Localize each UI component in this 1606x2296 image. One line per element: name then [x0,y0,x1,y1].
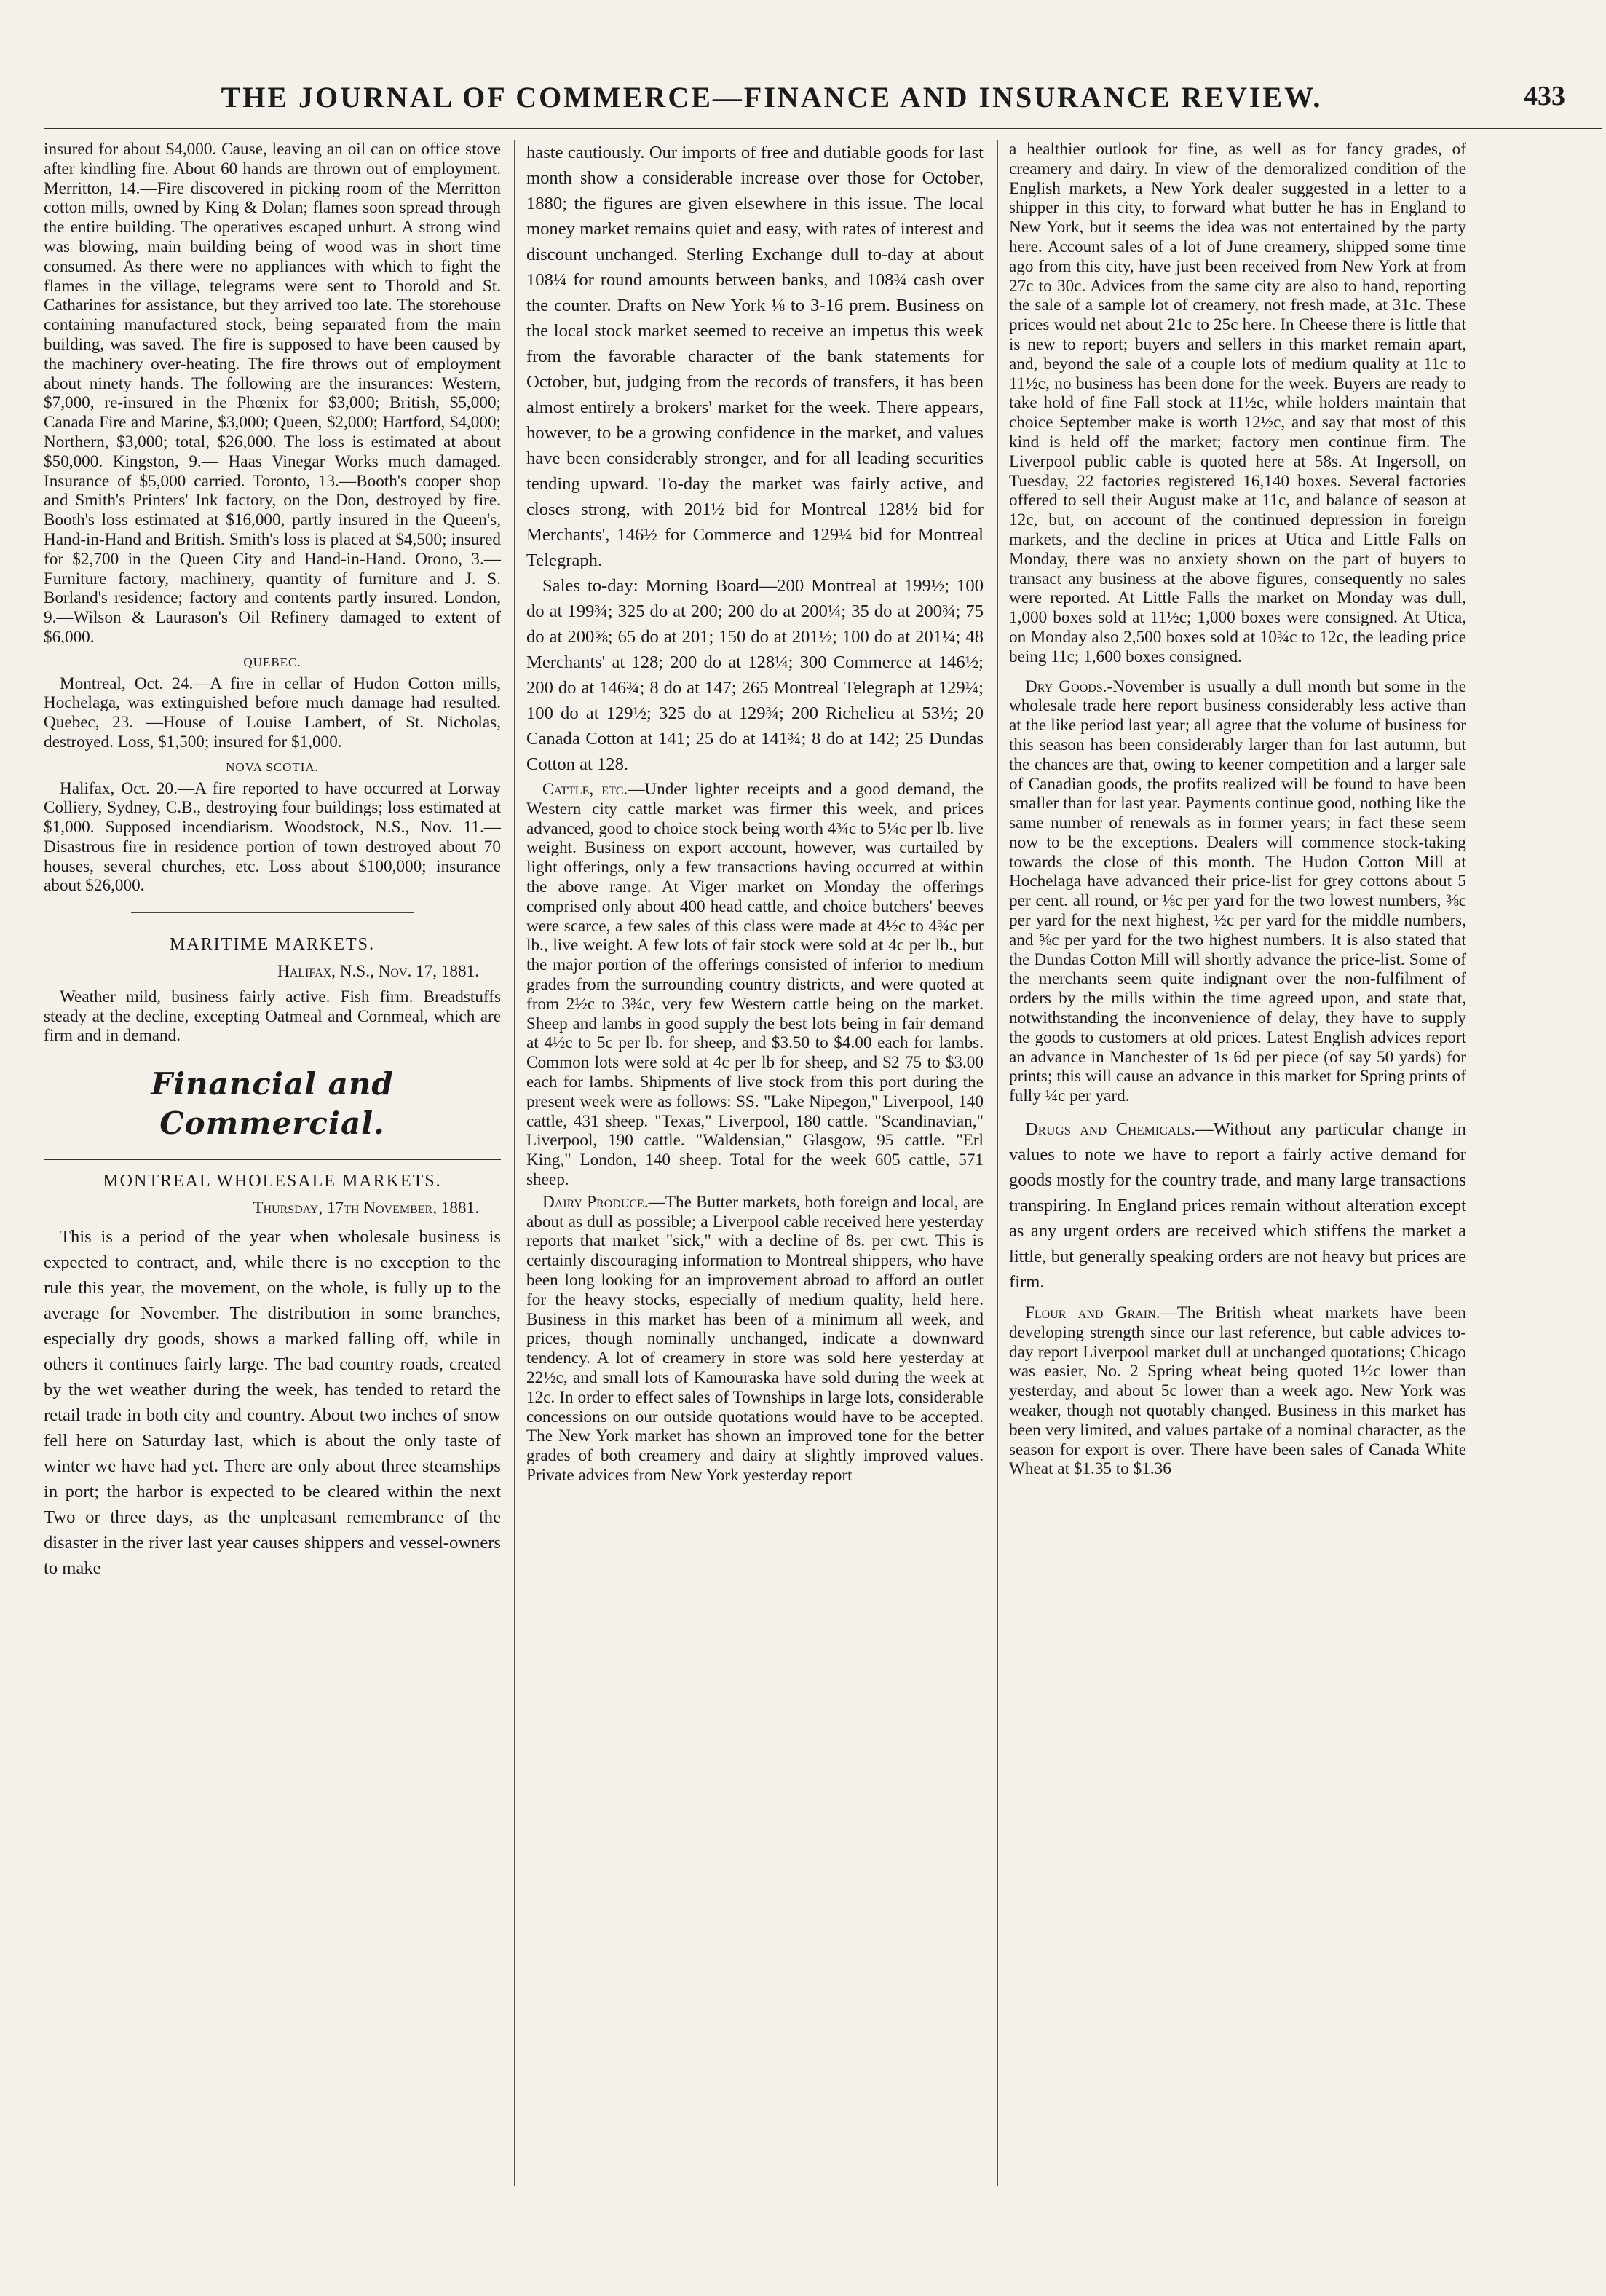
quebec-paragraph: Montreal, Oct. 24.—A fire in cellar of Hudon Cotton mills, Hochelaga, was extinguished before much damage had resulted. Quebec, 23. —House of Louise Lambert, of St. Nicholas, destroyed. Loss, $1,500; insured for $1,000. [44,674,501,751]
dry-goods-text: -November is usually a dull month but some in the wholesale trade here report business considerably less active than at the like period last year; all agree that the volume of business for this season has been considerably larger than for last autumn, but the chances are that, owing to keener competition and a larger sale of Canadian goods, the profits realized will be found to have been smaller than for last year. Payments continue good, nothing like the same number of renewals as in former years; in fact these seem now to be the exceptions. Dealers will commence stock-taking towards the close of this month. The Hudon Cotton Mill at Hochelaga have advanced their price-list for grey cottons about 5 per cent. all round, or ⅛c per yard for the two lowest numbers, ⅜c per yard for the next highest, ½c per yard for the middle numbers, and ⅝c per yard for the two highest numbers. It is also stated that the Dundas Cotton Mill will shortly advance the price-list. Some of the merchants seem quite indignant over the non-fulfilment of orders by the mills within the time agreed upon, and state that, notwithstanding the inconvenience of delay, they have to supply the goods to customers at old prices. Latest English advices report an advance in Manchester of 1s 6d per piece (of say 50 yards) for prints; this will cause an advance in this market for Spring prints of fully ¼c per yard. [1009,676,1466,1106]
dairy-lead: Dairy Produce. [542,1192,649,1212]
dry-goods-lead: Dry Goods. [1025,676,1107,696]
maritime-paragraph: Weather mild, business fairly active. Fish firm. Breadstuffs steady at the decline, excepting Oatmeal and Cornmeal, which are firm and in demand. [44,987,501,1046]
column-rule-left [514,140,515,2186]
wholesale-markets-heading: MONTREAL WHOLESALE MARKETS. [103,1172,442,1191]
title-rule [44,1159,501,1161]
financial-commercial-title: Financial and Commercial. [151,1066,394,1142]
dairy-continued-paragraph: a healthier outlook for fine, as well as for fancy grades, of creamery and dairy. In view of the demoralized condition of the English markets, a New York dealer suggested in a letter to a shipper in this city, to forward what butter he has in England to New York, but it seems the idea was not entertained by the party here. Account sales of a lot of June creamery, shipped some time ago from this city, have just been received from New York at from 27c to 30c. Advices from the same city are also to hand, reporting the sale of a sample lot of creamery, not fresh made, at 31c. These prices would net about 21c to 25c here. In Cheese there is little that is new to report; buyers and sellers in this market remain apart, and, beyond the sale of a couple lots of medium quality at 11c to 11½c, no business has been done for the week. Buyers are ready to take hold of fine Fall stock at 11½c, while holders maintain that choice September make is worth 12½c, and say that most of this kind is held off the market; factory men continue firm. The Liverpool public cable is quoted here at 58s. At Ingersoll, on Tuesday, 22 factories registered 16,140 boxes. Several factories offered to sell their August make at 11c, and balance of season at 12c, but, on account of the continued depression in foreign markets, and the decline in prices at Utica and Little Falls on Monday, there was no anxiety shown on the part of buyers to transact any business at the above figures, consequently no sales were reported. At Little Falls the market on Monday was dull, 1,000 boxes sold at 11½c; 1,000 boxes were consigned. At Utica, on Monday also 2,500 boxes sold at 10¾c to 12c, the leading price being 11c; 1,600 boxes consigned. [1009,140,1466,666]
cattle-lead: Cattle, etc. [542,780,628,799]
flour-grain-lead: Flour and Grain. [1025,1303,1160,1323]
column-2 [526,140,984,1486]
money-market-paragraph: haste cautiously. Our imports of free and dutiable goods for last month show a considerable increase over those for October, 1880; the figures are given elsewhere in this issue. The local money market remains quiet and easy, with rates of interest and discount unchanged. Sterling Exchange dull to-day at about 108¼ for round amounts between banks, and 108¾ cash over the counter. Drafts on New York ⅛ to 3-16 prem. Business on the local stock market seemed to receive an impetus this week from the favorable character of the bank statements for October, but, judging from the records of transfers, it has been almost entirely a brokers' market for the week. There appears, however, to be a growing confidence in the market, and values have been considerably stronger, and for all leading securities tending upward. To-day the market was fairly active, and closes strong, with 201½ bid for Montreal 128½ bid for Merchants', 146½ for Commerce and 129¼ bid for Montreal Telegraph. [526,143,984,570]
maritime-markets-heading: MARITIME MARKETS. [169,935,375,955]
running-head: THE JOURNAL OF COMMERCE—FINANCE AND INSURANCE REVIEW. [221,81,1323,114]
header-rule [44,128,1602,130]
column-rule-right [997,140,998,2186]
flour-grain-text: —The British wheat markets have been developing strength since our last reference, but cable advices to-day report Liverpool market dull at unchanged quotations; Chicago was easier, No. 2 Spring wheat being quoted 1½c lower than yesterday, and about 5c lower than a week ago. New York was weaker, though not quotably changed. Business in this market has been very limited, and values partake of a nominal character, as the season for export is over. There have been sales of Canada White Wheat at $1.35 to $1.36 [1009,1303,1466,1479]
column-1 [44,140,501,1581]
journal-page [44,80,1602,2257]
section-divider [131,912,414,913]
quebec-subhead: QUEBEC. [243,655,301,669]
flour-grain-paragraph [1009,1303,1466,1479]
dairy-text: —The Butter markets, both foreign and local, are about as dull as possible; a Liverpool cable received here yesterday reports that market "sick," with a decline of 8s. per cwt. This is certainly discouraging information to Montreal shippers, who have been long looking for an improvement abroad to afford an outlet for the heavy stocks, especially of medium quality, held here. Business in this market has been of a minimum all week, and prices, though nominally unchanged, indicate a downward tendency. A lot of creamery in store was sold here yesterday at 22½c, and small lots of Kamouraska have sold during the week at 12c. In order to effect sales of Townships in large lots, considerable concessions on our outside quotations would have to be accepted. The New York market has shown an improved tone for the better grades of both creamery and dairy at slightly improved values. Private advices from New York yesterday report [526,1192,984,1485]
column-3 [1009,140,1466,1479]
nova-scotia-paragraph: Halifax, Oct. 20.—A fire reported to have occurred at Lorway Colliery, Sydney, C.B., destroying four buildings; loss estimated at $1,000. Supposed incendiarism. Woodstock, N.S., Nov. 11.—Disastrous fire in residence portion of town destroyed about 70 houses, several churches, etc. Loss about $100,000; insurance about $26,000. [44,778,501,896]
page-header [44,80,1602,135]
drugs-paragraph [1009,1116,1466,1295]
dairy-paragraph [526,1193,984,1486]
cattle-text: —Under lighter receipts and a good demand, the Western city cattle market was firmer this week, and prices advanced, good to choice stock being worth 4¾c to 5¼c per lb. live weight. Business on export account, however, was curtailed by light offerings, only a few transactions having occurred at within the above range. At Viger market on Monday the offerings comprised only about 400 head cattle, and choice butchers' beeves were scarce, a few sales of this class were made at 4½c to 4¾c per lb., live weight. A few lots of fair stock were sold at 4c per lb., but the major portion of the offerings consisted of inferior to medium grades from the surrounding country districts, and were quoted at from 2½c to 3¾c, very few Western cattle being on the market. Sheep and lambs in good supply the best lots being in fair demand at 4½c to 5c per lb. for sheep, and $3.50 to $4.00 each for lambs. Common lots were sold at 4c per lb for sheep, and $2 75 to $3.00 each for lambs. Shipments of live stock from this port during the present week were as follows: SS. "Lake Nipegon," Liverpool, 140 cattle, 431 sheep. "Texas," Liverpool, 180 cattle. "Scandinavian," Liverpool, 190 cattle. "Waldensian," Glasgow, 95 cattle. "Erl King," London, 140 sheep. Total for the week 605 cattle, 571 sheep. [526,780,984,1189]
fire-report-paragraph: insured for about $4,000. Cause, leaving an oil can on office stove after kindling fire. About 60 hands are thrown out of employment. Merritton, 14.—Fire discovered in picking room of the Merritton cotton mills, owned by King & Dolan; flames soon spread through the entire building. The operatives escaped unhurt. A strong wind was blowing, main building being of wood was in short time consumed. As there were no appliances with which to fight the flames in the village, telegrams were sent to Thorold and St. Catharines for assistance, but they arrived too late. The storehouse containing manufactured stock, being separated from the main building, was saved. The fire is supposed to have been caused by the machinery over-heating. The fire throws out of employment about ninety hands. The following are the insurances: Western, $7,000, re-insured in the Phœnix for $3,000; British, $5,000; Canada Fire and Marine, $3,000; Queen, $2,000; Hartford, $4,000; Northern, $3,000; total, $26,000. The loss is estimated at about $50,000. Kingston, 9.— Haas Vinegar Works much damaged. Insurance of $5,000 carried. Toronto, 13.—Booth's cooper shop and Smith's Printers' Ink factory, on the Don, destroyed by fire. Booth's loss estimated at $16,000, partly insured in the Queen's, Hand-in-Hand and British. Smith's loss is placed at $4,500; insured for $2,700 in the Queen City and Hand-in-Hand. Orono, 3.— Furniture factory, machinery, quantity of furniture and J. S. Borland's residence; factory and contents partly insured. London, 9.—Wilson & Laurason's Oil Refinery damaged to extent of $6,000. [44,140,501,647]
drugs-lead: Drugs and Chemicals. [1025,1119,1196,1140]
page-number: 433 [1524,81,1565,111]
maritime-dateline: Halifax, N.S., Nov. 17, 1881. [277,962,479,982]
wholesale-dateline: Thursday, 17th November, 1881. [253,1199,479,1218]
dry-goods-paragraph [1009,677,1466,1107]
cattle-paragraph [526,780,984,1190]
nova-scotia-subhead: NOVA SCOTIA. [226,760,319,774]
wholesale-paragraph: This is a period of the year when wholesale business is expected to contract, and, while there is no exception to the rule this year, the movement, on the whole, is fully up to the average for November. The distribution in some branches, especially dry goods, shows a marked falling off, while in others it continues fairly large. The bad country roads, created by the wet weather during the week, has tended to retard the retail trade in both city and country. About two inches of snow fell here on Saturday last, which is about the only taste of winter we have had yet. There are only about three steamships in port; the harbor is expected to be cleared within the next Two or three days, as the unpleasant remembrance of the disaster in the river last year causes shippers and vessel-owners to make [44,1226,501,1578]
drugs-text: —Without any particular change in values to note we have to report a fairly active demand for goods mostly for the country trade, and many large transactions transpiring. In England prices remain without alteration except as any urgent orders are received which stiffens the market a little, but generally speaking orders are not heavy but prices are firm. [1009,1119,1466,1293]
stock-sales-paragraph: Sales to-day: Morning Board—200 Montreal at 199½; 100 do at 199¾; 325 do at 200; 200 do at 200¼; 35 do at 200¾; 75 do at 200⅝; 65 do at 201; 150 do at 201½; 100 do at 201¼; 48 Merchants' at 128; 200 do at 128¼; 300 Commerce at 146½; 200 do at 146¾; 8 do at 147; 265 Montreal Telegraph at 129¼; 100 do at 129½; 325 do at 129¾; 200 Richelieu at 53½; 20 Canada Cotton at 141; 25 do at 141¾; 8 do at 142; 25 Dundas Cotton at 128. [526,576,984,774]
